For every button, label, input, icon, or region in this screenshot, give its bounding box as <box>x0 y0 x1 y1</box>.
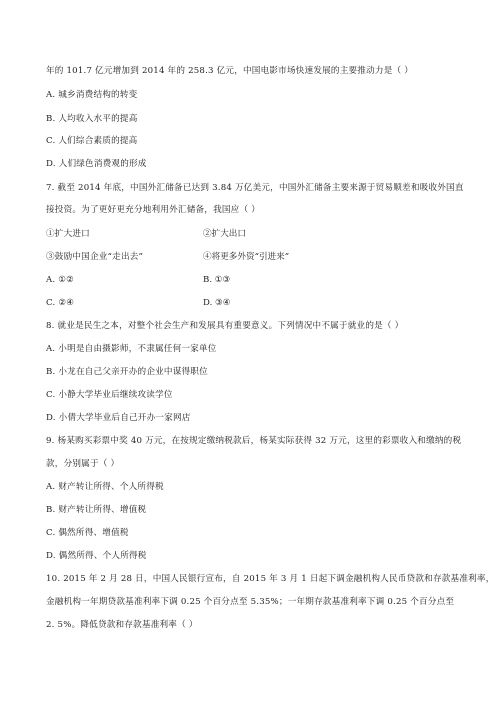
q7-option-a: A. ①② <box>46 275 75 285</box>
q7-option-b: B. ①③ <box>203 275 231 285</box>
q7-item-1: ①扩大进口 <box>46 229 90 239</box>
q6-option-c: C. 人们综合素质的提高 <box>46 136 138 146</box>
q8-option-b: B. 小龙在自己父亲开办的企业中谋得职位 <box>46 367 208 377</box>
q9-option-c: C. 偶然所得、增值税 <box>46 528 129 538</box>
q6-stem-continuation: 年的 101.7 亿元增加到 2014 年的 258.3 亿元，中国电影市场快速发展的主要推动力是（ ） <box>46 66 414 76</box>
q6-option-b: B. 人均收入水平的提高 <box>46 114 138 124</box>
q7-item-3: ③鼓励中国企业“走出去” <box>46 252 144 262</box>
q7-stem-line1: 7. 截至 2014 年底，中国外汇储备已达到 3.84 万亿美元，中国外汇储备主要来源于贸易顺差和吸收外国直 <box>46 183 464 193</box>
q7-option-d: D. ③④ <box>203 298 231 308</box>
q7-item-2: ②扩大出口 <box>203 229 246 239</box>
q8-option-c: C. 小静大学毕业后继续攻读学位 <box>46 390 173 400</box>
q9-option-a: A. 财产转让所得、个人所得税 <box>46 482 164 492</box>
q9-stem-line2: 款，分别属于（ ） <box>46 459 120 469</box>
q8-option-d: D. 小倩大学毕业后自己开办一家网店 <box>46 413 191 423</box>
q9-option-d: D. 偶然所得、个人所得税 <box>46 551 147 561</box>
q7-item-4: ④将更多外资“引进来” <box>203 252 290 262</box>
q8-option-a: A. 小明是自由摄影师，不隶属任何一家单位 <box>46 344 217 354</box>
q7-stem-line2: 接投资。为了更好更充分地利用外汇储备，我国应（ ） <box>46 205 260 215</box>
q10-stem-line2: 金融机构一年期贷款基准利率下调 0.25 个百分点至 5.35%；一年期存款基准利率下调 0.25 个百分点至 <box>46 597 455 607</box>
q7-option-c: C. ②④ <box>46 298 75 308</box>
q8-stem: 8. 就业是民生之本，对整个社会生产和发展具有重要意义。下列情况中不属于就业的是（ ） <box>46 321 404 331</box>
q6-option-d: D. 人们绿色消费观的形成 <box>46 159 147 169</box>
q10-stem-line1: 10. 2015 年 2 月 28 日，中国人民银行宣布，自 2015 年 3 月 1 日起下调金融机构人民币贷款和存款基准利率， <box>46 574 495 584</box>
q9-option-b: B. 财产转让所得、增值税 <box>46 505 147 515</box>
q9-stem-line1: 9. 杨某购买彩票中奖 40 万元，在按规定缴纳税款后，杨某实际获得 32 万元，这里的彩票收入和缴纳的税 <box>46 436 462 446</box>
q10-stem-line3: 2. 5%。降低贷款和存款基准利率（ ） <box>46 620 198 630</box>
q6-option-a: A. 城乡消费结构的转变 <box>46 90 138 100</box>
